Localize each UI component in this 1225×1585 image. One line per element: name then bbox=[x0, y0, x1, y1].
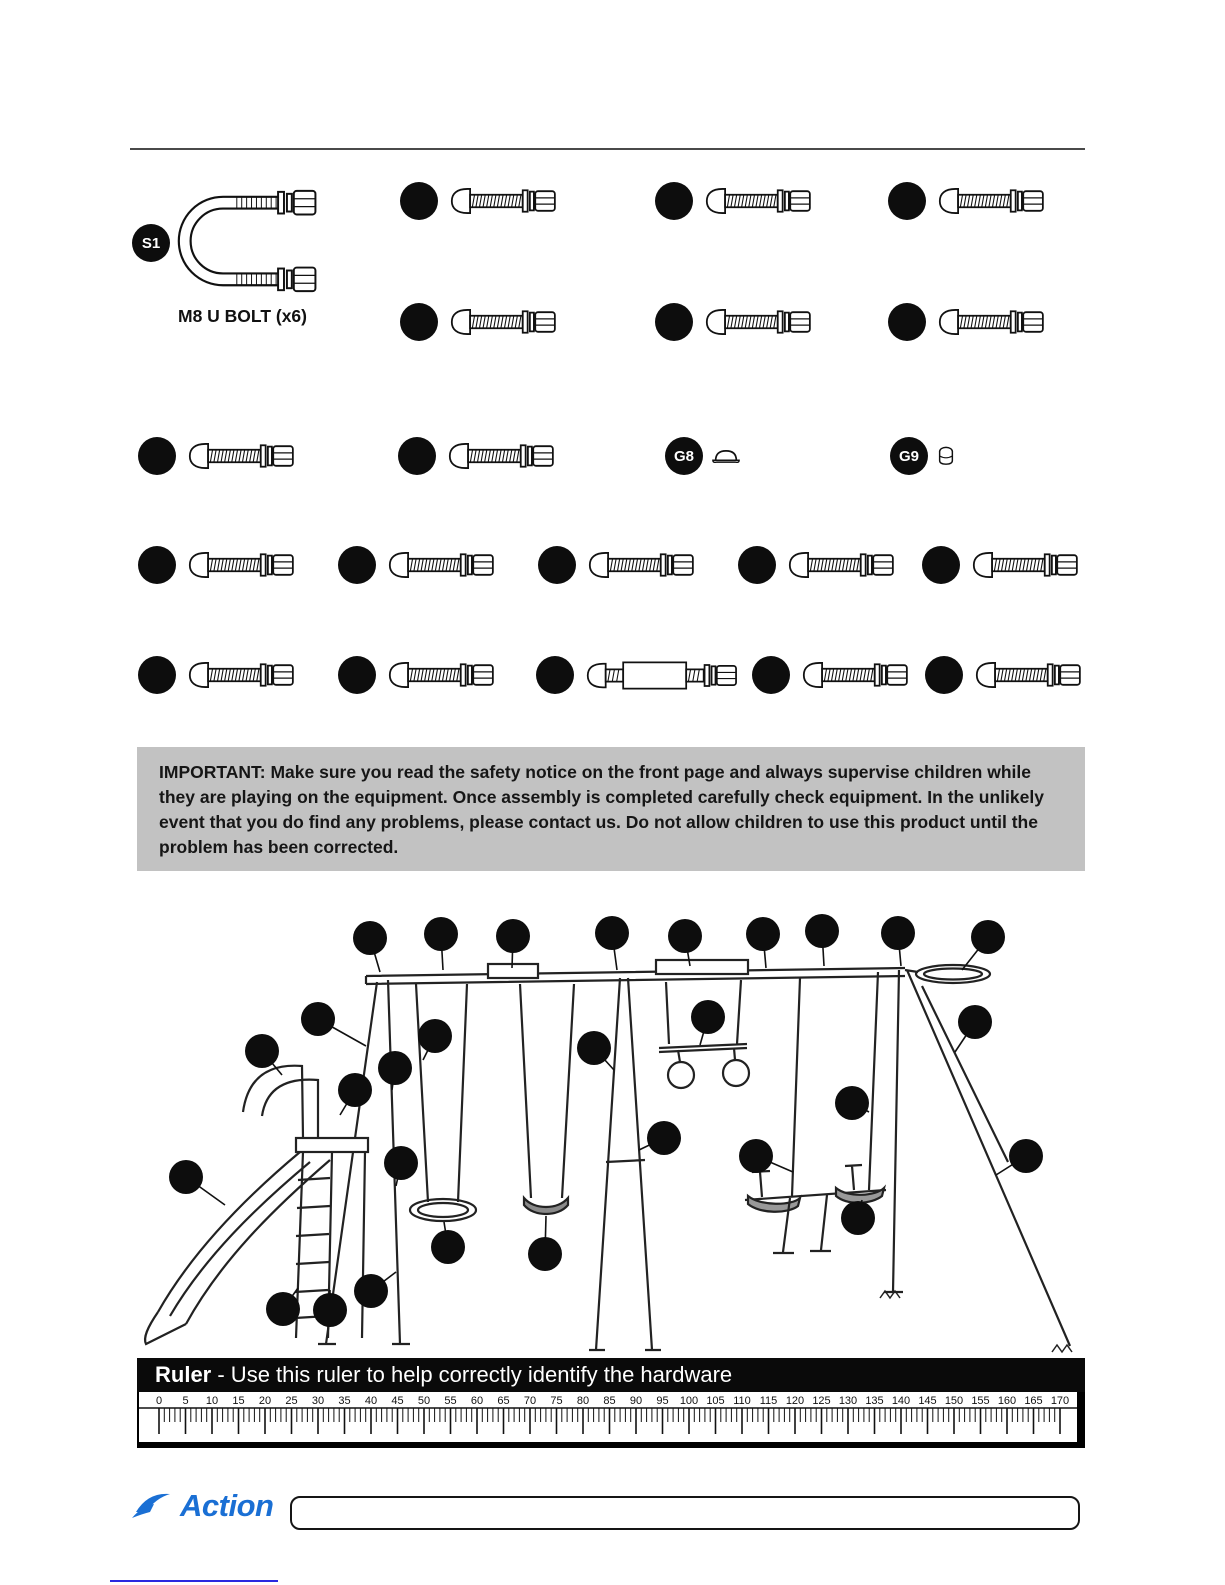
callout-circle bbox=[338, 1073, 372, 1107]
ruler-number: 120 bbox=[785, 1395, 805, 1407]
hardware-badge bbox=[138, 656, 176, 694]
ruler-number: 125 bbox=[812, 1395, 831, 1407]
hardware-badge bbox=[138, 437, 176, 475]
bolt-icon bbox=[184, 657, 300, 693]
bolt-icon bbox=[798, 657, 914, 693]
callout-circle bbox=[378, 1051, 412, 1085]
hardware-badge-g8: G8 bbox=[665, 437, 703, 475]
ruler bbox=[137, 1392, 1085, 1448]
ruler-number: 100 bbox=[679, 1395, 699, 1407]
ruler-number: 65 bbox=[497, 1395, 510, 1407]
hardware-badge-s1: S1 bbox=[132, 224, 170, 262]
bolt-icon bbox=[384, 547, 500, 583]
bolt-icon bbox=[701, 304, 817, 340]
hardware-badge bbox=[398, 437, 436, 475]
bolt-icon bbox=[968, 547, 1084, 583]
hardware-badge bbox=[888, 182, 926, 220]
footer-link-line bbox=[110, 1580, 278, 1582]
callout-circle bbox=[971, 920, 1005, 954]
callout-circle bbox=[528, 1237, 562, 1271]
callout-circle bbox=[266, 1292, 300, 1326]
ruler-number: 90 bbox=[629, 1395, 643, 1407]
ruler-number: 150 bbox=[944, 1395, 964, 1407]
ruler-number: 55 bbox=[444, 1395, 457, 1407]
hardware-item bbox=[338, 546, 500, 584]
hardware-badge bbox=[925, 656, 963, 694]
hardware-badge bbox=[536, 656, 574, 694]
bolt-icon bbox=[934, 304, 1050, 340]
hardware-badge bbox=[752, 656, 790, 694]
hardware-item-g8 bbox=[665, 437, 741, 475]
ruler-number: 70 bbox=[523, 1395, 537, 1407]
ruler-number: 60 bbox=[470, 1395, 484, 1407]
hardware-badge bbox=[922, 546, 960, 584]
u-bolt-icon bbox=[168, 184, 340, 300]
ruler-number: 25 bbox=[285, 1395, 298, 1407]
bolt-icon bbox=[446, 304, 562, 340]
ruler-number: 35 bbox=[338, 1395, 351, 1407]
ruler-heading-text: Ruler - Use this ruler to help correctly identify the hardware bbox=[155, 1362, 733, 1387]
callout-circle bbox=[835, 1086, 869, 1120]
ruler-number: 115 bbox=[759, 1395, 778, 1407]
ruler-number: 10 bbox=[205, 1395, 219, 1407]
hardware-badge bbox=[738, 546, 776, 584]
callout-circle bbox=[647, 1121, 681, 1155]
ruler-number: 85 bbox=[603, 1395, 616, 1407]
hardware-item bbox=[138, 656, 300, 694]
ruler-number: 110 bbox=[733, 1395, 751, 1407]
callout-circle bbox=[353, 921, 387, 955]
hardware-item bbox=[536, 656, 744, 694]
hardware-badge bbox=[400, 303, 438, 341]
callout-circle bbox=[746, 917, 780, 951]
callout-circle bbox=[958, 1005, 992, 1039]
action-logo bbox=[130, 1488, 273, 1524]
ruler-number: 160 bbox=[997, 1395, 1017, 1407]
ruler-number: 135 bbox=[865, 1395, 884, 1407]
hardware-item bbox=[888, 182, 1050, 220]
bolt-icon bbox=[444, 438, 560, 474]
callout-circle bbox=[881, 916, 915, 950]
hardware-item bbox=[138, 437, 300, 475]
callout-circle bbox=[169, 1160, 203, 1194]
ruler-number: 165 bbox=[1024, 1395, 1043, 1407]
hardware-item bbox=[925, 656, 1087, 694]
ruler-number: 80 bbox=[576, 1395, 590, 1407]
callout-circle bbox=[496, 919, 530, 953]
ruler-number: 50 bbox=[417, 1395, 431, 1407]
hardware-item bbox=[738, 546, 900, 584]
hardware-badge bbox=[400, 182, 438, 220]
action-swoosh-icon bbox=[130, 1488, 174, 1524]
callout-circle bbox=[245, 1034, 279, 1068]
bolt-icon bbox=[184, 438, 300, 474]
ruler-number: 155 bbox=[971, 1395, 990, 1407]
callout-circle bbox=[739, 1139, 773, 1173]
ruler-number: 75 bbox=[550, 1395, 563, 1407]
hardware-item bbox=[338, 656, 500, 694]
ruler-number: 140 bbox=[891, 1395, 911, 1407]
ruler-number: 170 bbox=[1050, 1395, 1070, 1407]
bolt-icon bbox=[184, 547, 300, 583]
hardware-item bbox=[400, 303, 562, 341]
important-notice bbox=[137, 747, 1085, 871]
callout-circle bbox=[691, 1000, 725, 1034]
callout-circle bbox=[1009, 1139, 1043, 1173]
callout-circle bbox=[431, 1230, 465, 1264]
ruler-number: 15 bbox=[232, 1395, 245, 1407]
hardware-item bbox=[138, 546, 300, 584]
hardware-badge bbox=[888, 303, 926, 341]
callout-circle bbox=[668, 919, 702, 953]
bolt-icon bbox=[446, 183, 562, 219]
hardware-item-g9 bbox=[890, 437, 956, 475]
ruler-number: 30 bbox=[311, 1395, 325, 1407]
hardware-badge bbox=[655, 303, 693, 341]
callout-circle bbox=[301, 1002, 335, 1036]
callout-circle bbox=[313, 1293, 347, 1327]
hardware-badge-g9: G9 bbox=[890, 437, 928, 475]
ruler-heading bbox=[137, 1358, 1085, 1392]
callout-circle bbox=[384, 1146, 418, 1180]
ruler-number: 45 bbox=[391, 1395, 404, 1407]
brand-name: Action bbox=[180, 1488, 274, 1523]
callout-circle bbox=[354, 1274, 388, 1308]
dome-cap-icon bbox=[711, 447, 741, 466]
callout-circle bbox=[424, 917, 458, 951]
bolt-with-spacer-icon bbox=[582, 658, 744, 693]
ruler-number: 145 bbox=[918, 1395, 937, 1407]
callout-circle bbox=[805, 914, 839, 948]
assembly-diagram bbox=[0, 900, 1225, 1365]
bolt-icon bbox=[971, 657, 1087, 693]
callout-circle bbox=[595, 916, 629, 950]
ruler-number: 0 bbox=[155, 1395, 163, 1407]
ruler-number: 130 bbox=[838, 1395, 858, 1407]
ruler-number: 5 bbox=[182, 1395, 189, 1407]
hardware-item bbox=[752, 656, 914, 694]
bolt-icon bbox=[384, 657, 500, 693]
hardware-item bbox=[538, 546, 700, 584]
hardware-badge bbox=[338, 546, 376, 584]
hardware-item bbox=[888, 303, 1050, 341]
footer-box bbox=[290, 1496, 1080, 1530]
callout-circle bbox=[577, 1031, 611, 1065]
hardware-item bbox=[398, 437, 560, 475]
swingset-illustration bbox=[0, 900, 1225, 1365]
ruler-number: 105 bbox=[706, 1395, 725, 1407]
callout-circle bbox=[418, 1019, 452, 1053]
callout-circle bbox=[841, 1201, 875, 1235]
ruler-number: 40 bbox=[364, 1395, 378, 1407]
important-notice-text: IMPORTANT: Make sure you read the safety notice on the front page and always supervise children while they are playing on the equipment. Once assembly is completed carefully check equipment. In the unlikely event that you do find any problems, please contact us. Do not allow children to use this product until the problem has been corrected. bbox=[159, 762, 1044, 857]
ruler-number: 95 bbox=[656, 1395, 669, 1407]
hardware-badge bbox=[138, 546, 176, 584]
hardware-badge bbox=[655, 182, 693, 220]
bolt-icon bbox=[784, 547, 900, 583]
hardware-badge bbox=[538, 546, 576, 584]
hardware-item bbox=[655, 182, 817, 220]
hardware-badge bbox=[338, 656, 376, 694]
lock-nut-icon bbox=[936, 445, 956, 467]
u-bolt-caption: M8 U BOLT (x6) bbox=[178, 306, 307, 326]
bolt-icon bbox=[934, 183, 1050, 219]
hardware-item bbox=[400, 182, 562, 220]
ruler-scale bbox=[139, 1392, 1077, 1448]
hardware-item bbox=[922, 546, 1084, 584]
hardware-item bbox=[655, 303, 817, 341]
bolt-icon bbox=[584, 547, 700, 583]
bolt-icon bbox=[701, 183, 817, 219]
ruler-number: 20 bbox=[258, 1395, 272, 1407]
